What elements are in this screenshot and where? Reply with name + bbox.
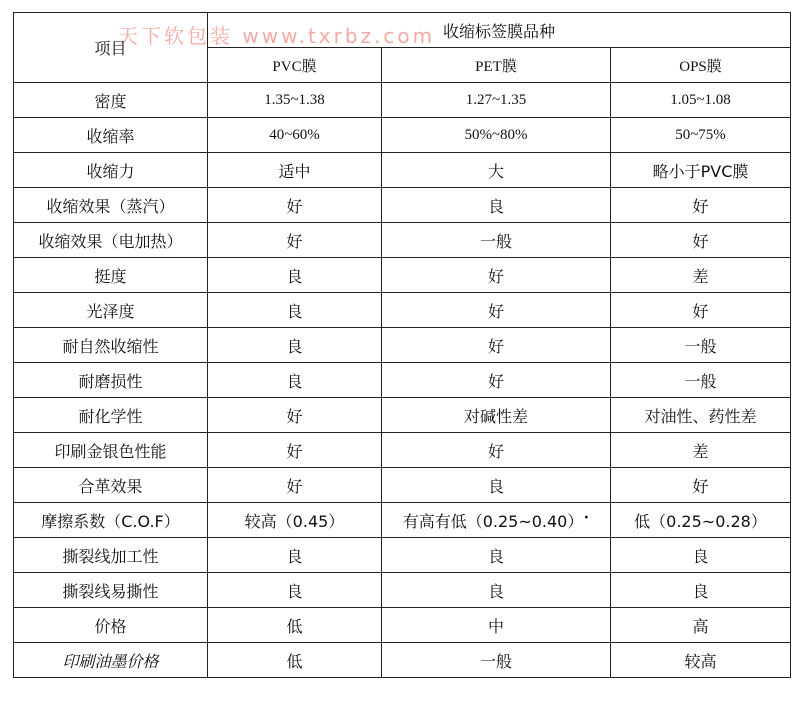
table-cell: 略小于PVC膜	[611, 153, 791, 188]
row-label: 印刷油墨价格	[14, 643, 208, 678]
table-cell: 低	[208, 643, 382, 678]
table-row	[14, 433, 791, 468]
table-cell: 1.27~1.35	[382, 83, 611, 118]
table-row	[14, 188, 791, 223]
table-cell: 对油性、药性差	[611, 398, 791, 433]
table-cell: 良	[208, 328, 382, 363]
table-row	[14, 83, 791, 118]
table-row	[14, 608, 791, 643]
table-cell: 较高（0.45）	[208, 503, 382, 538]
table-cell: 高	[611, 608, 791, 643]
column-header-ops: OPS膜	[611, 48, 791, 83]
table-row	[14, 503, 791, 538]
row-label: 收缩效果（电加热）	[14, 223, 208, 258]
row-label: 摩擦系数（C.O.F）	[14, 503, 208, 538]
table-cell: 差	[611, 258, 791, 293]
table-row	[14, 223, 791, 258]
table-cell: 好	[611, 293, 791, 328]
row-label: 密度	[14, 83, 208, 118]
table-cell: 良	[382, 538, 611, 573]
table-cell: 一般	[611, 363, 791, 398]
table-cell: 良	[208, 258, 382, 293]
table-cell: 良	[208, 293, 382, 328]
table-cell: 大	[382, 153, 611, 188]
table-row	[14, 363, 791, 398]
table-row	[14, 643, 791, 678]
table-cell: 良	[382, 573, 611, 608]
row-label: 耐化学性	[14, 398, 208, 433]
table-row	[14, 573, 791, 608]
table-cell: 低（0.25~0.28）	[611, 503, 791, 538]
row-label: 耐磨损性	[14, 363, 208, 398]
table-cell: 中	[382, 608, 611, 643]
row-label: 撕裂线易撕性	[14, 573, 208, 608]
header-row-group	[14, 13, 791, 48]
table-cell: 一般	[382, 643, 611, 678]
table-row	[14, 258, 791, 293]
row-label: 光泽度	[14, 293, 208, 328]
cell-text: 有高有低（0.25~0.40）	[402, 511, 584, 531]
table-cell: 好	[382, 363, 611, 398]
item-header-cell: 项目	[14, 13, 208, 83]
table-cell: 好	[382, 293, 611, 328]
table-cell: 一般	[611, 328, 791, 363]
table-row	[14, 293, 791, 328]
table-row	[14, 153, 791, 188]
table-cell: 好	[382, 433, 611, 468]
table-row	[14, 398, 791, 433]
row-label: 印刷金银色性能	[14, 433, 208, 468]
table-cell: 好	[611, 188, 791, 223]
row-label: 收缩效果（蒸汽）	[14, 188, 208, 223]
table-row	[14, 328, 791, 363]
table-cell: 良	[611, 538, 791, 573]
table-cell: 好	[208, 188, 382, 223]
row-label: 挺度	[14, 258, 208, 293]
row-label: 合革效果	[14, 468, 208, 503]
row-label: 收缩率	[14, 118, 208, 153]
watermark-text: 天下软包装 www.txrbz.com	[118, 24, 436, 48]
comparison-table	[13, 12, 791, 678]
table-cell: 好	[208, 223, 382, 258]
table-cell: 好	[611, 468, 791, 503]
table-cell: 好	[208, 398, 382, 433]
table-cell: 良	[611, 573, 791, 608]
table-cell: 适中	[208, 153, 382, 188]
table-row	[14, 468, 791, 503]
table-cell: 低	[208, 608, 382, 643]
table-cell: 差	[611, 433, 791, 468]
table-cell: 50~75%	[611, 118, 791, 153]
row-label: 价格	[14, 608, 208, 643]
table-cell: 对碱性差	[382, 398, 611, 433]
row-label: 收缩力	[14, 153, 208, 188]
table-cell: 一般	[382, 223, 611, 258]
table-cell	[382, 503, 611, 538]
table-cell: 较高	[611, 643, 791, 678]
table-cell: 良	[208, 363, 382, 398]
table-cell: 良	[382, 188, 611, 223]
column-header-pet: PET膜	[382, 48, 611, 83]
table-cell: 40~60%	[208, 118, 382, 153]
table-cell: 50%~80%	[382, 118, 611, 153]
note-mark: •	[583, 512, 590, 524]
table-cell: 1.35~1.38	[208, 83, 382, 118]
table-cell: 好	[208, 468, 382, 503]
table-cell: 1.05~1.08	[611, 83, 791, 118]
group-header-cell: 收缩标签膜品种	[208, 13, 791, 48]
table-cell: 好	[382, 258, 611, 293]
table-row	[14, 538, 791, 573]
table-cell: 良	[208, 573, 382, 608]
table-row	[14, 118, 791, 153]
table-cell: 好	[382, 328, 611, 363]
table-cell: 好	[611, 223, 791, 258]
row-label: 撕裂线加工性	[14, 538, 208, 573]
table-cell: 好	[208, 433, 382, 468]
table-cell: 良	[208, 538, 382, 573]
row-label: 耐自然收缩性	[14, 328, 208, 363]
table-cell: 良	[382, 468, 611, 503]
column-header-pvc: PVC膜	[208, 48, 382, 83]
